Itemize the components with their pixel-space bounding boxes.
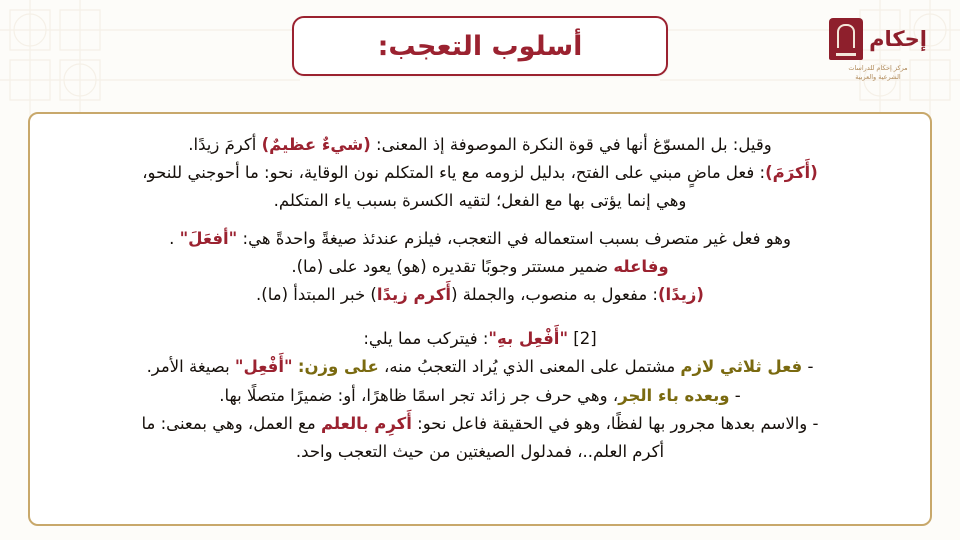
text-segment: أَكرِم بالعلم [320,413,412,433]
logo-subtitle-line-2: الشرعية والعربية [855,72,901,81]
text-segment: (زيدًا) [657,285,704,305]
text-segment: "أَفْعِل بهِ" [488,329,569,349]
text-segment: ضمير مستتر وجوبًا تقديره (هو) يعود على (ما). [291,257,614,277]
paragraph-line8 [56,354,904,380]
document-body [56,132,904,465]
text-segment: : فيتركب مما يلي: [363,329,489,349]
text-segment: وهي إنما يؤتى بها مع الفعل؛ لتقيه الكسرة بسبب ياء المتكلم. [273,191,687,211]
page-title-banner [292,16,668,76]
text-segment: بصيغة الأمر. [146,357,235,377]
text-segment: : فعل ماضٍ مبني على الفتح، بدليل لزومه مع ياء المتكلم نون الوقاية، نحو: ما أحوجني للنحو، [142,163,766,183]
paragraph-line5 [56,254,904,280]
logo-subtitle [848,64,907,82]
text-segment: أكرم العلم..، فمدلول الصيغتين من حيث التعجب واحد. [295,441,665,461]
paragraph-line7 [56,326,904,352]
paragraph-line11 [56,439,904,465]
paragraph-line3 [56,188,904,214]
text-segment: وبعده باء الجر [618,385,730,405]
text-segment: فعل ثلاثي لازم [680,357,803,377]
logo-wordmark: إحكام [869,26,927,51]
paragraph-line2 [56,160,904,186]
logo-row [829,18,927,60]
text-segment: ، وهي حرف جر زائد تجر اسمًا ظاهرًا، أو: ضميرًا متصلًا بها. [219,385,619,405]
paragraph-line4 [56,226,904,252]
paragraph-spacer [56,310,904,326]
text-segment: "أَفْعِل" [234,357,293,377]
paragraph-line9 [56,383,904,409]
text-segment: أَكرم زيدًا [376,285,452,305]
paragraph-line10 [56,411,904,437]
content-card [28,112,932,526]
paragraph-line6 [56,282,904,308]
text-segment: مع العمل، وهي بمعنى: ما [141,413,321,433]
text-segment: وهو فعل غير متصرف بسبب استعماله في التعجب، فيلزم عندئذ صيغةً واحدةً هي: [237,229,791,249]
text-segment: [2] [568,329,597,349]
text-segment: أكرمَ زيدًا. [188,135,262,154]
paragraph-spacer [56,216,904,226]
text-segment: ) خبر المبتدأ (ما). [256,285,377,305]
decorative-pattern-left-icon [0,0,300,120]
text-segment: - [729,385,741,405]
brand-logo [818,18,938,94]
text-segment: مشتمل على المعنى الذي يُراد التعجبُ منه، [378,357,681,377]
paragraph-line1 [56,132,904,158]
text-segment: : مفعول به منصوب، والجملة ( [451,285,658,305]
text-segment: - والاسم بعدها مجرور بها لفظًا، وهو في الحقيقة فاعل نحو: [411,413,819,433]
page-title: أسلوب التعجب: [377,30,583,62]
logo-subtitle-line-1: مركز إحكام للدراسات [848,64,908,72]
text-segment: (شيءٌ عظيمٌ) [261,135,371,154]
text-segment: وفاعله [613,257,669,277]
text-segment: على وزن: [297,357,379,377]
text-segment: . [169,229,180,249]
text-segment: (أَكرَمَ) [765,163,818,183]
text-segment: وقيل: بل المسوّغ أنها في قوة النكرة الموصوفة إذ المعنى: [370,135,772,154]
text-segment: - [802,357,814,377]
text-segment: "أفعَلَ" [179,229,238,249]
mosque-mark-icon [829,18,863,60]
